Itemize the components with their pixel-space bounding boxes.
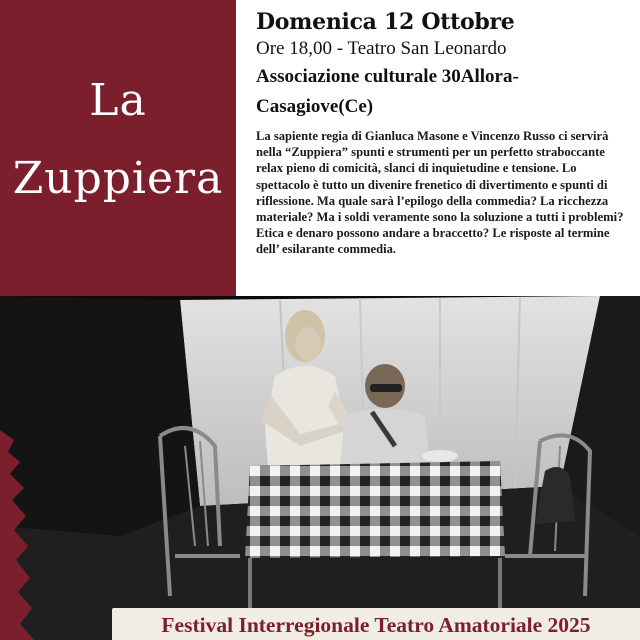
event-info-panel	[236, 0, 640, 296]
show-title-line2: Zuppiera	[12, 153, 224, 204]
festival-banner: Festival Interregionale Teatro Amatoriale 2025	[112, 608, 640, 640]
association-line1: Associazione culturale 30Allora-	[256, 66, 519, 87]
theatre-ornament	[0, 430, 40, 640]
show-title-line1: La	[89, 75, 147, 126]
show-title	[0, 62, 236, 218]
event-time-place: Ore 18,00 - Teatro San Leonardo	[256, 38, 507, 59]
association-line2: Casagiove(Ce)	[256, 96, 374, 117]
stage-scene	[0, 296, 640, 640]
title-panel	[0, 0, 236, 296]
event-description: La sapiente regia di Gianluca Masone e Vincenzo Russo ci servirà nella “Zuppiera” spunti e strumenti per un perfetto straboccante relax pieno di comicità, slanci di inquietudine e tensione. Lo spettacolo è tutto un divenire frenetico di divertimento e spunti di riflessione. Ma quale sarà l’epilogo della commedia? La ricchezza materiale? Ma i soldi veramente sono la soluzione a tutti i problemi? Etica e denaro possono andare a braccetto? Le risposte al termine dell’ esilarante commedia.	[256, 129, 624, 257]
stage-photo	[0, 296, 640, 640]
event-date: Domenica 12 Ottobre	[256, 9, 515, 35]
